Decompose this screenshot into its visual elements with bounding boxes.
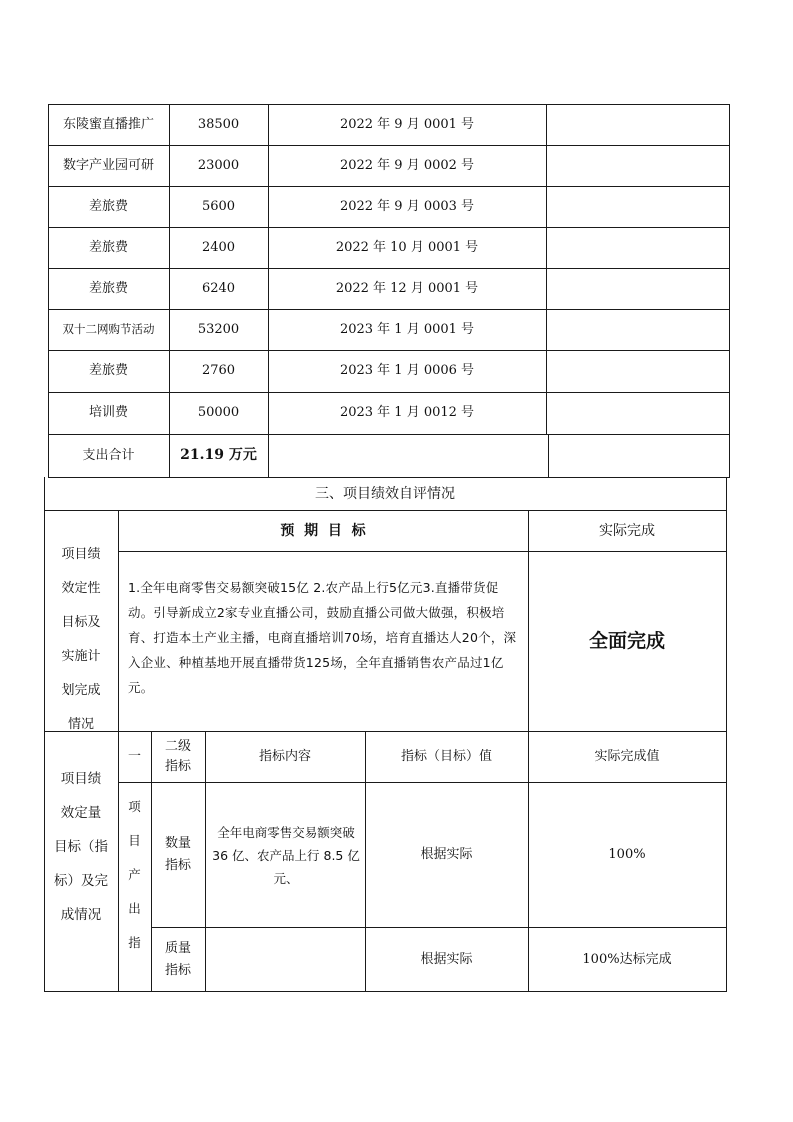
level2-quantity bbox=[151, 783, 205, 927]
expense-amount: 2400 bbox=[201, 239, 236, 255]
expense-amount: 6240 bbox=[201, 280, 236, 296]
label-line: 成情况 bbox=[60, 907, 102, 923]
level2-header bbox=[151, 732, 205, 782]
label-line: 效定量 bbox=[60, 805, 102, 821]
level1-char: 项 bbox=[128, 799, 141, 814]
actual-value-header: 实际完成值 bbox=[594, 749, 660, 765]
indicator-content-header: 指标内容 bbox=[258, 749, 311, 765]
label-line: 目标（指 bbox=[54, 839, 108, 855]
level1-char: 出 bbox=[128, 901, 141, 916]
expense-amount: 53200 bbox=[197, 321, 240, 337]
quantitative-row-label bbox=[44, 762, 118, 932]
label-line: 情况 bbox=[67, 717, 94, 732]
expense-item: 培训费 bbox=[88, 405, 128, 421]
target-value: 根据实际 bbox=[420, 847, 473, 863]
section-title: 三、项目绩效自评情况 bbox=[315, 485, 455, 502]
expense-item: 差旅费 bbox=[88, 280, 128, 296]
expense-amount: 23000 bbox=[197, 157, 240, 173]
label-line: 划完成 bbox=[61, 683, 101, 698]
expense-amount: 2760 bbox=[201, 363, 236, 379]
level1-header: 一 bbox=[127, 749, 141, 765]
label-line: 效定性 bbox=[61, 581, 101, 596]
level2-line: 质量 bbox=[164, 940, 191, 956]
total-value: 21.19 万元 bbox=[180, 447, 257, 464]
level2-line: 指标 bbox=[164, 858, 191, 873]
expense-amount: 5600 bbox=[201, 198, 236, 214]
expected-goal-text: 1.全年电商零售交易额突破15亿 2.农产品上行5亿元3.直播带货促动。引导新成立2家专业直播公司，鼓励直播公司做大做强，积极培育、打造本土产业主播，电商直播培训70场，培育直播达人20个，深入企业、种植基地开展直播带货125场，全年直播销售农产品过1亿元。 bbox=[128, 580, 517, 695]
expense-voucher: 2023 年 1 月 0001 号 bbox=[339, 321, 475, 337]
expense-item: 东陵蜜直播推广 bbox=[62, 116, 154, 132]
expense-voucher: 2022 年 10 月 0001 号 bbox=[335, 239, 479, 255]
indicator-content: 全年电商零售交易额突破 36 亿、农产品上行 8.5 亿元、 bbox=[212, 824, 360, 886]
label-line: 标）及完 bbox=[54, 873, 108, 889]
label-line: 目标及 bbox=[61, 615, 101, 630]
level2-quality bbox=[151, 928, 205, 991]
level1-label bbox=[118, 790, 151, 960]
expense-voucher: 2022 年 12 月 0001 号 bbox=[335, 280, 479, 296]
label-line: 实施计 bbox=[61, 649, 101, 664]
label-line: 项目绩 bbox=[61, 547, 101, 562]
target-value: 根据实际 bbox=[420, 951, 473, 967]
expense-item: 差旅费 bbox=[88, 363, 128, 379]
expense-item: 数字产业园可研 bbox=[62, 157, 154, 173]
expense-voucher: 2022 年 9 月 0001 号 bbox=[339, 116, 475, 132]
level1-char: 指 bbox=[128, 935, 141, 950]
expense-item: 差旅费 bbox=[88, 198, 128, 214]
expense-item: 差旅费 bbox=[88, 239, 128, 255]
expense-voucher: 2023 年 1 月 0006 号 bbox=[339, 363, 475, 379]
level1-char: 目 bbox=[128, 833, 141, 848]
expense-voucher: 2022 年 9 月 0002 号 bbox=[339, 157, 475, 173]
qualitative-row-label bbox=[44, 538, 118, 742]
indicator-content bbox=[205, 928, 365, 991]
actual-value: 100%达标完成 bbox=[582, 951, 672, 967]
total-label: 支出合计 bbox=[82, 447, 135, 463]
expense-amount: 50000 bbox=[197, 405, 240, 421]
target-value-header: 指标（目标）值 bbox=[400, 749, 492, 765]
expense-item: 双十二网购节活动 bbox=[62, 321, 155, 336]
level2-line: 指标 bbox=[164, 962, 191, 978]
expense-amount: 38500 bbox=[197, 116, 240, 132]
level2-line: 数量 bbox=[164, 836, 191, 851]
level2-header-line: 指标 bbox=[164, 759, 191, 774]
actual-completion-text: 全面完成 bbox=[588, 629, 665, 652]
level2-header-line: 二级 bbox=[164, 739, 191, 754]
level1-char: 产 bbox=[128, 867, 141, 882]
expense-voucher: 2023 年 1 月 0012 号 bbox=[339, 405, 475, 421]
expense-voucher: 2022 年 9 月 0003 号 bbox=[339, 198, 475, 214]
label-line: 项目绩 bbox=[60, 771, 102, 787]
actual-completion-header: 实际完成 bbox=[599, 522, 655, 539]
expected-goal-header: 预 期 目 标 bbox=[280, 522, 366, 539]
actual-value: 100% bbox=[608, 847, 646, 863]
